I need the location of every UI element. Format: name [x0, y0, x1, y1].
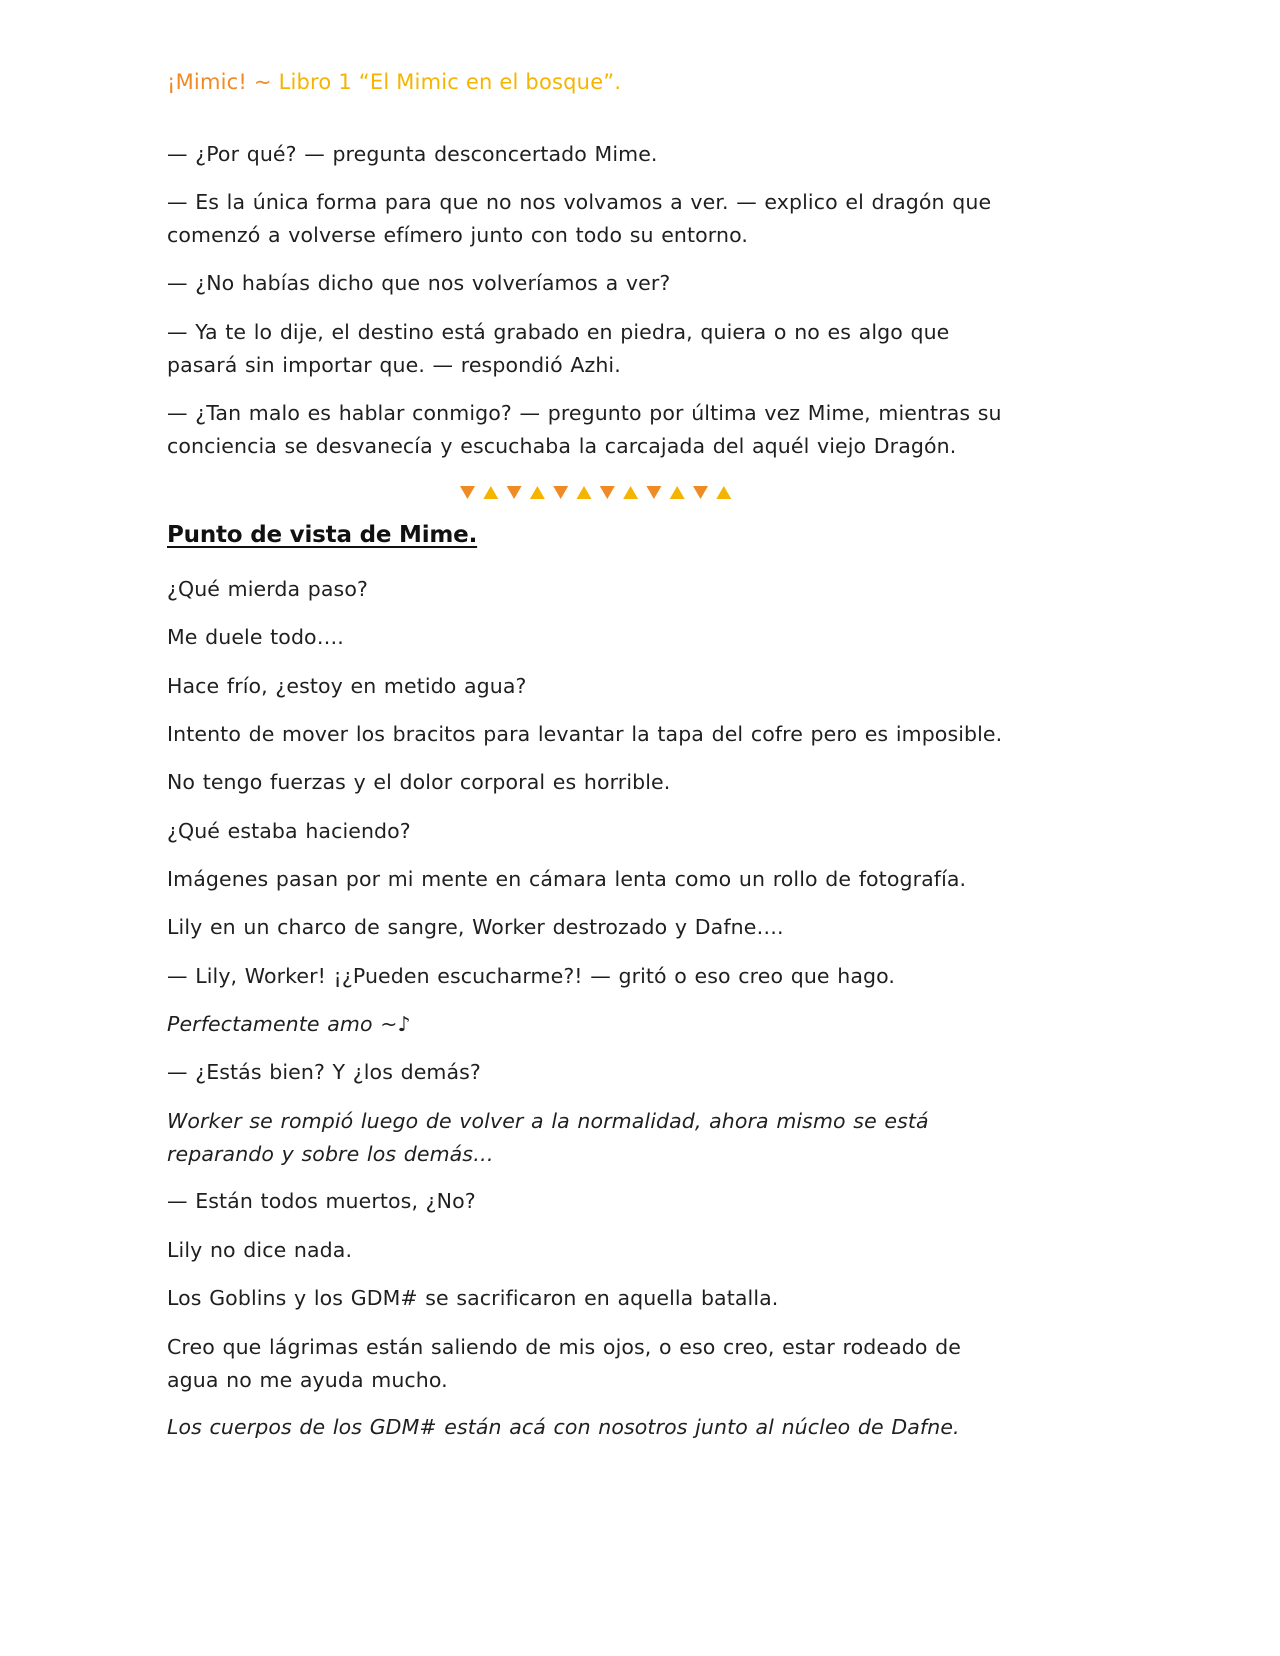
paragraph: Imágenes pasan por mi mente en cámara lenta como un rollo de fotografía. — [167, 867, 967, 891]
divider-triangle-down — [507, 486, 522, 499]
divider-triangle-down — [646, 486, 661, 499]
paragraph: Hace frío, ¿estoy en metido agua? — [167, 674, 527, 698]
divider-triangle-up — [716, 486, 731, 499]
divider-triangle-down — [460, 486, 475, 499]
paragraph: — ¿No habías dicho que nos volveríamos a ver? — [167, 271, 671, 295]
paragraph: Me duele todo…. — [167, 625, 344, 649]
paragraph-italic: Los cuerpos de los GDM# están acá con nosotros junto al núcleo de Dafne. — [167, 1415, 960, 1439]
header-book-title: Libro 1 “El Mimic en el bosque”. — [278, 70, 622, 94]
divider-triangle-up — [623, 486, 638, 499]
divider-triangle-up — [577, 486, 592, 499]
paragraph: ¿Qué estaba haciendo? — [167, 819, 411, 843]
paragraph: — Ya te lo dije, el destino está grabado en piedra, quiera o no es algo que pasará sin importar que. — respondió Azhi. — [167, 320, 950, 377]
paragraph: Lily en un charco de sangre, Worker destrozado y Dafne…. — [167, 915, 784, 939]
divider-triangle-up — [670, 486, 685, 499]
divider-triangle-down — [553, 486, 568, 499]
paragraph: — ¿Tan malo es hablar conmigo? — pregunto por última vez Mime, mientras su conciencia se desvanecía y escuchaba la carcajada del aquél viejo Dragón. — [167, 401, 1002, 458]
divider-triangle-down — [693, 486, 708, 499]
section-title: Punto de vista de Mime. — [167, 522, 478, 548]
paragraph: ¿Qué mierda paso? — [167, 577, 368, 601]
divider-triangle-down — [600, 486, 615, 499]
divider-triangle-up — [483, 486, 498, 499]
paragraph: — Es la única forma para que no nos volvamos a ver. — explico el dragón que comenzó a volverse efímero junto con todo su entorno. — [167, 190, 992, 247]
paragraph: — Lily, Worker! ¡¿Pueden escucharme?! — gritó o eso creo que hago. — [167, 964, 896, 988]
running-header — [167, 70, 621, 94]
paragraph: Creo que lágrimas están saliendo de mis ojos, o eso creo, estar rodeado de agua no me ayuda mucho. — [167, 1335, 961, 1392]
paragraph: — ¿Estás bien? Y ¿los demás? — [167, 1060, 481, 1084]
paragraph: — Están todos muertos, ¿No? — [167, 1189, 476, 1213]
paragraph-italic: Worker se rompió luego de volver a la normalidad, ahora mismo se está reparando y sobre los demás… — [167, 1109, 929, 1166]
paragraph: — ¿Por qué? — pregunta desconcertado Mime. — [167, 142, 658, 166]
paragraph: Los Goblins y los GDM# se sacrificaron en aquella batalla. — [167, 1286, 779, 1310]
paragraph: No tengo fuerzas y el dolor corporal es horrible. — [167, 770, 671, 794]
paragraph-italic: Perfectamente amo ~♪ — [167, 1012, 411, 1036]
paragraph: Lily no dice nada. — [167, 1238, 353, 1262]
header-series-title: ¡Mimic! ~ — [167, 70, 279, 94]
paragraph: Intento de mover los bracitos para levantar la tapa del cofre pero es imposible. — [167, 722, 1003, 746]
divider-triangle-up — [530, 486, 545, 499]
scene-divider — [456, 484, 736, 502]
